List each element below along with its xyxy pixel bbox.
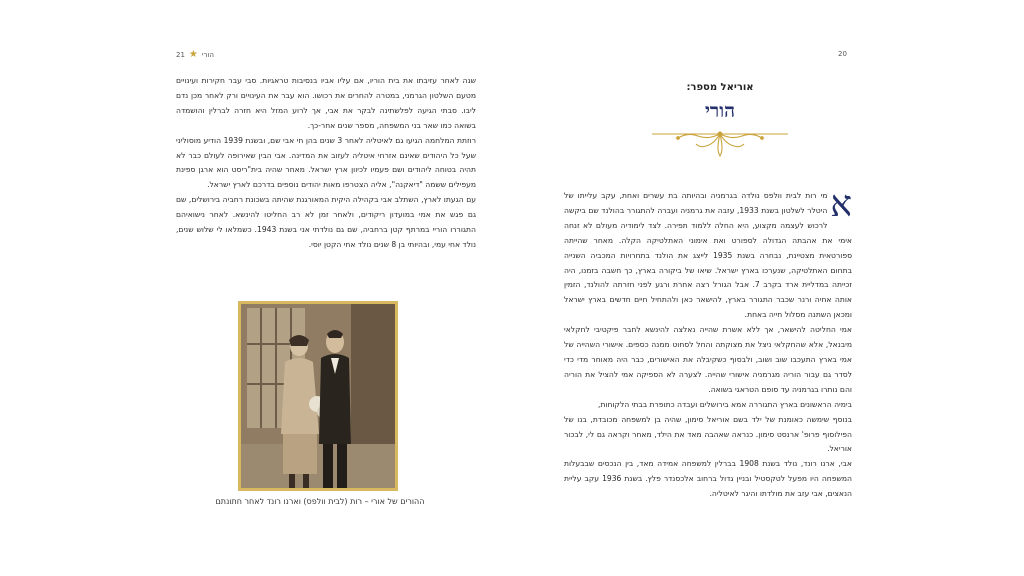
star-icon: ★ (188, 49, 198, 60)
wedding-photo-illustration (241, 304, 395, 488)
header-title: הורי (201, 51, 214, 59)
flourish-ornament-icon (648, 126, 792, 160)
author-line: אוריאל מספר: (686, 82, 754, 93)
page-number-left: 21 (176, 51, 185, 59)
wedding-photo (241, 304, 395, 488)
photo-caption: ההורים של אורי – רות (לבית וולפס) וארנו רונד לאחר חתונתם (215, 497, 425, 506)
paragraph: שנה לאחר עזיבתו את בית הוריו, אם עליו אביו בנסיבות טראגיות. סבי עבר חקירות ועינויים מטעם השלטון הגרמני, במטרה להחרים את רכושו. הוא עבר את העינויים ורק לאחר מכן נדם ליבו. סבתי הגיעה לפלשתינה לבקר את אבי, אך לרוע המזל היא חזרה לברלין והושמדה בשואה כמו שאר בני המשפחה, מספר שנים אחר-כך. (176, 76, 476, 130)
page-number-right: 20 (838, 50, 847, 58)
paragraph: אבי, ארנו רונד, נולד בשנת 1908 בברלין למשפחה אמידה מאד, בין הנכסים שבבעלות המשפחה היו מפעל לטקסטיל ובניין גדול ברחוב אלכסנדר פלץ. בשנת 1936 עקב עליית הנאצים, אבי עזב את מולדתו והיגר לאיטליה. (564, 459, 852, 499)
chapter-title: הורי (704, 100, 736, 122)
wedding-photo-frame (238, 301, 398, 491)
paragraph: אמי החליטה להישאר, אך ללא אשרת שהייה נאלצה להינשא לחבר פיקטיבי לחקלאי מיבנאל, אלא שהחקלאי ניצל את מצוקתה והחל לסחוט ממנה כספים. אישורי השהייה של אמי בארץ התעכבו שוב ושוב, ולבסוף כשקיבלה את האישורים, כבר היה מאוחר מדי כדי לסדר גם עבור הוריה מגרמניה אישורי שהייה. לצערה לא הספיקה אמי להציל את הוריה והם נותרו בגרמניה עד סופם הטראגי בשואה. (564, 325, 852, 394)
paragraph: בימיה הראשונים בארץ התגוררה אמא בירושלים ועבדה כתופרת בבתי הלקוחות, (598, 399, 852, 409)
drop-cap: א (830, 184, 852, 225)
left-page-text (176, 74, 476, 253)
paragraph: מי רות לבית וולפס נולדה בגרמניה ובהיותה בת עשרים ואחת, עקב עלייתו של היטלר לשלטון בשנת 1933, עזבה את גרמניה ועברה להתגורר בהולנד שם ביקשה לרכוש לעצמה מקצוע, היא החלה ללמוד תפירה. לצד לימודיה מעולם לא זנחה אימי את אהבתה הגדולה לספורט ואת אימוני האתלטיקה הקלה. מאחר שהייתה ספורטאית מצטיינת, נבחרה בשנת 1935 לייצג את הולנד בתחרויות המכביה השנייה בתחום האתלטיקה, שנערכו בארץ ישראל. שיאו של ביקורה בארץ, כך חשבה בזמנו, היה זכייתה במדליית ארד בקרב 7. אבל הגורל רצה אחרת ורגע לפני חזרתה להולנד, הזמין אותה אחיה ורנר שכבר התגורר בארץ, להישאר כאן ולהתחיל חיים חדשים בארץ ישראל ומכאן השתנה מסלול חייה באחת. (564, 191, 853, 320)
right-page-header (838, 50, 847, 58)
opening-paragraph (564, 184, 853, 323)
paragraph: רוזתת המלחמה הגיעו גם לאיטליה לאחר 3 שנים בהן חי אבי שם, ובשנת 1939 הודיע מוסוליני שעל כל היהודים שאינם אזרחי איטליה לעזוב את המדינה. אבי הבין שאירופה לעולם כבר לא תהיה בטוחה ליהודים ושם פעמיו לכיוון ארץ ישראל. מאחר שהיה בית"ריסט הוא ארגן ספינת מעפילים ששמה "דיאקנה", אליה הצטרפו מאות יהודים נוספים בדרכם לארץ ישראל. (176, 135, 477, 190)
right-page (512, 0, 1024, 576)
left-page-header (176, 50, 214, 60)
paragraph: בנוסף שימשה כאומנת של ילד בשם אוריאל סימון, שהיה בן למשפחה מכובדת, בנו של הפילוסוף פרופ' ארנסט סימון. כנראה שאהבה מאד את הילד, מאחר וקראה גם לי, לבכור אוריאל. (564, 414, 852, 454)
paragraph: עם הגעתו לארץ, השתלב אבי בקהילה היקית המאורגנת שהיתה בשכונת רחביה בירושלים, שם גם פגש את אמי במועדון ריקודים, ולאחר זמן לא רב החליטו להינשא. לאחר נישואיהם התגוררו הוריי במרתף קטן ברחביה, שם גם נולדתי אני בשנת 1943. כשמלאו לי שלוש שנים, נולד אחי עמי, ובהיותי בן 8 שנים נולד אחי הקטן יוסי. (176, 195, 476, 249)
right-page-text (564, 184, 853, 502)
